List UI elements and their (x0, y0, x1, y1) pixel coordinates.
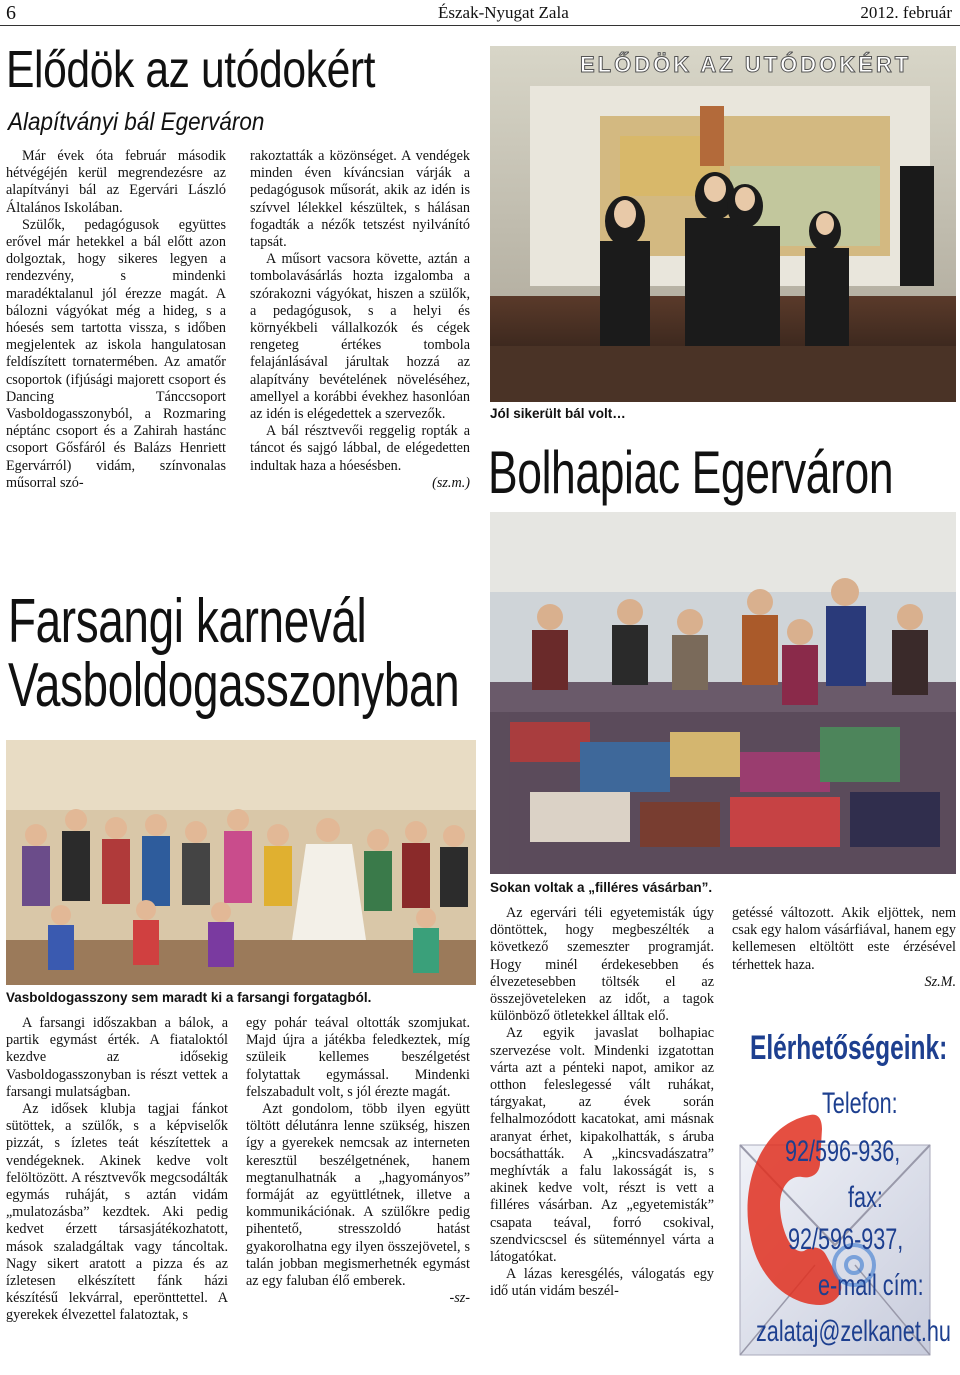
article3-title: Bolhapiac Egerváron (488, 439, 894, 506)
page-header (0, 0, 960, 26)
article1-subtitle: Alapítványi bál Egerváron (8, 108, 265, 136)
flea-market-photo (490, 512, 956, 874)
carnival-photo (6, 740, 476, 985)
contact-phone: 92/596-936, (785, 1135, 901, 1168)
article2-column-1 (6, 1015, 228, 1325)
ball-photo-banner: ELŐDÖK AZ UTÓDOKÉRT (580, 52, 912, 77)
article3-column-1 (490, 905, 714, 1301)
contact-email[interactable]: zalataj@zelkanet.hu (756, 1315, 951, 1348)
article2-title-line2: Vasboldogasszonyban (8, 651, 460, 720)
issue-date: 2012. február (860, 3, 952, 22)
article1-paragraph: A bál résztvevői reggelig ropták a táncot és sajgó lábbal, de elégedetten indultak haza a hóesésben. (250, 423, 470, 474)
page-number: 6 (6, 2, 16, 24)
article2-paragraph: egy pohár teával oltották szomjukat. Majd újra a játékba feledkeztek, míg szüleik kellemes beszélgetést folytattak egymással. Mindenki felszabadult volt, s jól érezte magát. (246, 1015, 470, 1100)
article2-paragraph: Az idősek klubja tagjai fánkot sütöttek, a szülők, s a képviselők pizzát, s ízletes teát készítettek a vendégeknek. Akinek kedve volt felöltözött. A résztvevők megcsodálták egymás ruháját, s aztán vidám „mulatozásba” kezdtek. Aki pedig kedvet érzett társasjátékozhatott, mások szaladgáltak vagy táncoltak. Nagy sikert aratott a pizza és az ízletesen elkészített fánk házi készítésű lekvárral, eperönttettel. A gyerekek élvezettel falatoztak, s (6, 1101, 228, 1324)
article1-column-2 (250, 148, 470, 492)
article3-paragraph: Az egervári téli egyetemisták úgy döntöttek, hogy megbeszélték a következő szemeszter programját. Hogy minél érdekesebben és élvezetesebben töltsék el az összejöveteleken az időt, a tagok különböző ötletekkel álltak elő. (490, 905, 714, 1025)
article1-title: Elődök az utódokért (6, 41, 376, 99)
article3-signature: Sz.M. (924, 973, 956, 990)
contact-title: Elérhetőségeink: (750, 1029, 948, 1067)
article2-title (8, 587, 460, 720)
article1-paragraph: A műsort vacsora követte, aztán a tombolavásárlás hozta izgalomba a szórakozni vágyókat, hiszen a szülők, a pedagógusok, s a helyi és környékbeli vállalkozók és cégek rengeteg értékes tombola felajánlásával járultak hozzá az alapítvány bevételének növeléséhez, amellyel a korábbi évekhez hasonlóan az idén is elégedettek a szervezők. (250, 251, 470, 423)
article3-column-2 (732, 905, 956, 991)
contact-email-label: e-mail cím: (818, 1269, 924, 1302)
flea-market-photo-illustration (490, 512, 956, 874)
article1-paragraph: rakoztatták a közönséget. A vendégek minden éven kíváncsian várják a pedagógusok műsorát, akik az idén is szívvel lélekkel készültek, s hálásan fogadták a nézők tetszést nyilvánító tapsát. (250, 148, 470, 251)
article2-paragraph: Azt gondolom, több ilyen együtt töltött délutánra lenne szükség, hiszen így a gyerekek nemcsak az interneten keresztül beszélgetnének, hanem megtanulhatnák a „hagyományos” formáját az együttlétnek, illetve a kommunikációnak. A szülőkre pedig pihentető, stresszoldó hatást gyakorolhatna egy ilyen összejövetel, s talán jobban megismerhetnék egymást az egy faluban élő emberek. (246, 1101, 470, 1290)
contact-box (730, 1025, 958, 1365)
flea-market-photo-caption: Sokan voltak a „filléres vásárban”. (490, 880, 713, 895)
article3-paragraph: Az egyik javaslat bolhapiac szervezése volt. Mindenki izgatottan várta azt a pénteki napot, amikor az otthon feleslegessé vált ruhákat, tárgyakat, az évek során felhalmozódott kacatokat, ami másnak aranyat érhet, kipakolhatták, s áruba bocsáthatták. A „kincsvadászatra” meghívták a falu lakosságát is, s akinek kedve volt, részt is vett a filléres vásárban. Az „egyetemisták” csapata teával, forró csokival, szendvicscsel és süteménnyel várta a látogatókat. (490, 1025, 714, 1266)
article2-title-line1: Farsangi karnevál (8, 587, 367, 656)
newspaper-name: Észak-Nyugat Zala (438, 3, 569, 22)
carnival-photo-caption: Vasboldogasszony sem maradt ki a farsangi forgatagból. (6, 990, 372, 1005)
article1-paragraph: Már évek óta február második hétvégéjén kerül megrendezésre az alapítványi bál az Egervári László Általános Iskolában. (6, 148, 226, 216)
carnival-photo-illustration (6, 740, 476, 985)
article3-paragraph: A lázas keresgélés, válogatás egy idő után vidám beszél- (490, 1266, 714, 1300)
contact-fax-label: fax: (848, 1181, 883, 1214)
article1-signature: (sz.m.) (432, 474, 470, 491)
article2-signature: -sz- (449, 1290, 470, 1307)
contact-fax: 92/596-937, (788, 1223, 904, 1256)
ball-photo-caption: Jól sikerült bál volt… (490, 406, 626, 421)
contact-phone-label: Telefon: (822, 1087, 898, 1120)
article1-paragraph: Szülők, pedagógusok együttes erővel már hetekkel a bál előtt azon dolgoztak, hogy sikeres legyen a rendezvény, s mindenki maradéktalanul jól érezze magát. A bálozni vágyókat még a hideg, s a hóesés sem tartotta vissza, s időben megjelentek az iskola hangulatosan feldíszített tornatermében. Az amatőr csoportok (ifjúsági majorett csoport és Dancing Tánccsoport Vasboldogasszonyból, a Rozmaring néptánc csoport és a Zahirah hastánc csoport Gősfáról és Balázs Henriett Egervárról) vidám, színvonalas műsorral szó- (6, 216, 226, 491)
article2-paragraph: A farsangi időszakban a bálok, a partik egymást érték. A fiataloktól kezdve az idősekig Vasboldogasszonyban is részt vettek a farsangi mulatságban. (6, 1015, 228, 1100)
article2-column-2 (246, 1015, 470, 1307)
article3-paragraph: getéssé változott. Akik eljöttek, nem csak egy halom vásárfiával, hanem egy kellemesen eltöltött este érzésével térhettek haza. (732, 905, 956, 973)
ball-photo-illustration (490, 46, 956, 402)
article1-column-1 (6, 148, 226, 492)
ball-photo (490, 46, 956, 402)
